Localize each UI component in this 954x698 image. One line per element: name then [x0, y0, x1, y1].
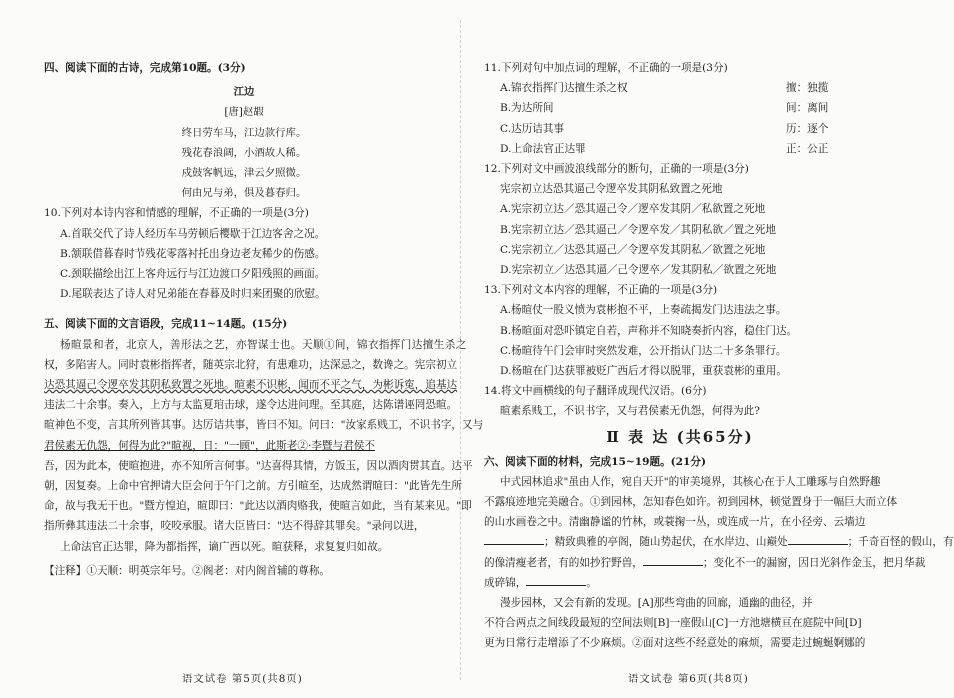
answer-blank[interactable] [484, 532, 544, 545]
answer-blank[interactable] [643, 553, 703, 566]
annotation-note: 【注释】①天顺：明英宗年号。②阁老：对内阁首辅的尊称。 [44, 564, 331, 577]
q11-option-d: D.上命法官正达罪 正：公正 [500, 142, 829, 155]
passage-line: 朝，因复奏。上命中官押请大臣会问于午门之前。方引暄至，达成然谓暄曰："此皆先生所 [44, 480, 463, 493]
material-line: ；精致典雅的亭阁，随山势起伏，在水岸边、山巅处 ；千奇百怪的假山，有 [484, 532, 876, 552]
q10-option-b: B.颔联借暮春时节残花零落衬托出身边老友稀少的伤感。 [60, 247, 326, 260]
left-page [44, 58, 484, 581]
page-footer-left: 语文试卷 第5页(共8页) [182, 673, 303, 685]
section-6-title: 六、阅读下面的材料，完成15~19题。(21分) [484, 455, 707, 468]
material-line: 不露痕迹地完美融合。①到园林，怎知春色如许。初到园林，顿觉置身于一幅巨大而立体 [484, 496, 898, 509]
material-line: 的山水画卷之中。清幽静谧的竹林，或蓑掬一丛，或连成一片，在小径旁、云墙边 [484, 516, 866, 529]
poem-line: 何由兄与弟，俱及暮春归。 [181, 187, 307, 200]
passage-line: 达恐其逼己令逻卒发其阴私致置之死地。暄素不识彬，闻而不平之气，为彬诉寃，追基达 [44, 379, 458, 392]
right-page [484, 58, 954, 654]
answer-blank[interactable] [788, 532, 848, 545]
question-13: 13.下列对文本内容的理解，不正确的一项是(3分) [484, 284, 718, 297]
section-2-heading: Ⅱ 表 达 (共65分) [606, 427, 754, 446]
poem-line: 残花春浪阔，小酒故人稀。 [181, 146, 307, 159]
section-4-title: 四、阅读下面的古诗，完成第10题。(3分) [44, 62, 246, 74]
material-line: 漫步园林，又会有新的发现。[A]那些弯曲的回廊，通幽的曲径，并 [500, 597, 813, 610]
question-14: 14.将文中画横线的句子翻译成现代汉语。(6分) [484, 385, 707, 398]
poem-line: 戍鼓客帆远，津云夕照微。 [181, 167, 307, 180]
q12-option-d: D.宪宗初立／达恐其逼／己令逻卒／发其阴私／欲置之死地 [500, 264, 777, 277]
material-line: 成碎锦， 。 [484, 573, 876, 593]
poem-line: 终日劳车马，江边款行库。 [181, 126, 307, 139]
passage-line: 命，故与我无干也。"暨方惶迫，暄即曰："此达以酒肉赂我，使暄言如此，当有某来见。"即 [44, 500, 472, 513]
material-line: 更为日常行走增添了不少麻烦。②面对这些不经意处的麻烦，需要走过蜿蜒婀娜的 [484, 637, 866, 650]
q11-option-c: C.达历诘其事 历：逐个 [500, 122, 829, 135]
passage-line: 权，多陷害人。同时袁彬指挥者，随英宗北狩，有患难功，达深忌之，数谗之。宪宗初立 [44, 358, 458, 371]
q11-option-b: B.为达所间 间：离间 [500, 102, 829, 115]
question-11: 11.下列对句中加点词的理解，不正确的一项是(3分) [484, 62, 728, 74]
q13-option-d: D.杨暄在门达获罪被贬广西后才得以脱罪，重获袁彬的重用。 [500, 365, 787, 378]
q13-option-c: C.杨暄待午门会审时突然发难，公开指认门达二十多条罪行。 [500, 344, 787, 357]
passage-line: 违法二十余事。奏入，上方与太监夏琯击球，遂令达进问理。至其庭，达陈谱诬罔恐暄。 [44, 399, 458, 412]
passage-line: 指所彝其违法二十余事，咬咬承服。诸大臣皆曰："达不得辞其罪矣。"录问以进， [44, 520, 425, 533]
material-line: 中式园林追求"虽由人作，宛自天开"的审美境界，其核心在于人工雕琢与自然野趣 [500, 475, 881, 488]
passage-line: 杨暄景和者，北京人，善形法之艺，亦智谋士也。天顺①间，锦衣指挥门达擅生杀之 [60, 338, 467, 351]
q12-option-b: B.宪宗初立达／恐其逼己／令逻卒发／其阴私欲／置之死地 [500, 223, 776, 236]
q12-option-c: C.宪宗初立／达恐其逼己／令逻卒发其阴私／欲置之死地 [500, 243, 766, 256]
q12-sentence: 宪宗初立达恐其逼己令逻卒发其阴私致置之死地 [500, 183, 723, 196]
page-footer-right: 语文试卷 第6页(共8页) [628, 673, 749, 685]
material-line: 不符合两点之间线段最短的空间法则[B]一座假山[C]一方池塘横亘在庭院中间[D] [484, 617, 862, 630]
answer-blank[interactable] [526, 573, 586, 586]
q14-sentence: 暄素系贱工，不识书字，又与君侯素无仇怨，何得为此? [500, 405, 760, 418]
q13-option-b: B.杨暄面对恐吓镇定自若，声称并不知晓奏折内容，稳住门达。 [500, 324, 798, 337]
q10-option-a: A.首联交代了诗人经历车马劳顿后樱歇于江边客舍之况。 [60, 227, 326, 240]
question-10: 10.下列对本诗内容和情感的理解，不正确的一项是(3分) [44, 207, 309, 220]
q10-option-d: D.尾联表达了诗人对兄弟能在春暮及时归来团聚的欣慰。 [60, 288, 326, 301]
passage-line: 上命法官正达罪，降为都指挥，谪广西以死。暄获释，求复复归如故。 [60, 540, 389, 553]
q13-option-a: A.杨暄仗一股义愤为袁彬抱不平，上奏疏揭发门达违法之事。 [500, 304, 787, 317]
material-line: 的像清瘦老者，有的如抄狞野兽， ；变化不一的漏窗，因日光斜作金玉，把月华裁 [484, 553, 876, 573]
section-5-title: 五、阅读下面的文言语段，完成11~14题。(15分) [44, 318, 288, 331]
q10-option-c: C.颈联描绘出江上客舟远行与江边渡口夕阳残照的画面。 [60, 268, 326, 281]
q12-option-a: A.宪宗初立达／恐其逼己令／逻卒发其阴／私欲置之死地 [500, 203, 766, 216]
question-12: 12.下列对文中画波浪线部分的断句，正确的一项是(3分) [484, 163, 749, 176]
passage-line: 吾，因为此本，使暄抱进，亦不知所言何事。"达喜得其情，方饭玉，因以酒肉贯其直。达平 [44, 459, 473, 472]
q11-option-a: A.锦衣指挥门达擅生杀之权 擅：独揽 [500, 82, 829, 95]
poem-author: [唐]赵嘏 [224, 106, 264, 119]
poem-title: 江边 [233, 86, 255, 99]
passage-line: 暄神色不变，言其所列皆其事。达厉诘共事，皆曰不知。问曰："汝家系贱工，不识书字，又与 [44, 419, 484, 432]
passage-line: 君侯素无仇怨，何得为此?"暄视，日："一顾"，此斯老②·李暨与君侯不 [44, 439, 375, 452]
